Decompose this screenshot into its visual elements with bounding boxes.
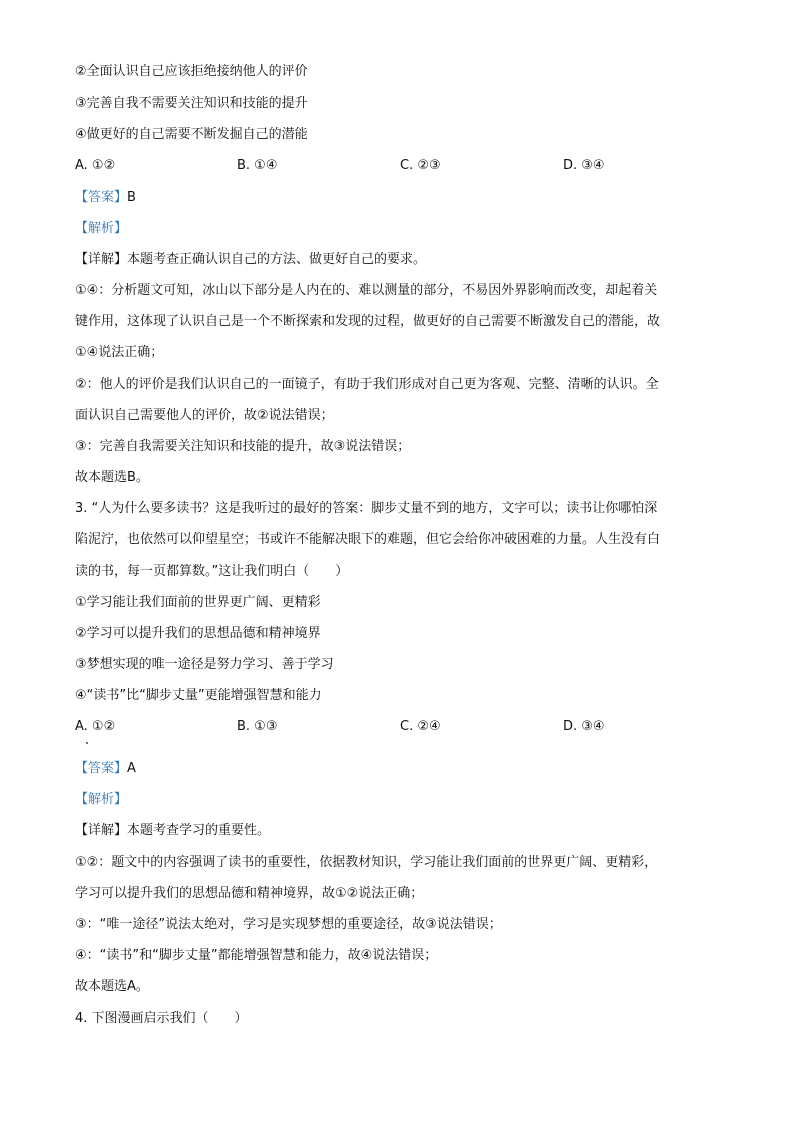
q3-answer-value: A [127,761,136,776]
q2-explanation-line: 键作用，这体现了认识自己是一个不断探索和发现的过程，做更好的自己需要不断激发自己的潜能，故 [75,314,661,329]
q3-stem-line: 陷泥泞，也依然可以仰望星空；书或许不能解决眼下的难题，但它会给你冲破困难的力量。人生没有白 [75,532,661,547]
q2-detail-lead: 【详解】本题考查正确认识自己的方法、做更好自己的要求。 [75,252,427,267]
q3-detail-lead: 【详解】本题考查学习的重要性。 [75,823,271,838]
q2-statement-3: ③完善自我不需要关注知识和技能的提升 [75,96,308,111]
stray-dot [86,742,88,744]
q4-stem: 4. 下图漫画启示我们（ ） [75,1011,248,1026]
q2-option-c: C. ②③ [400,158,441,173]
q3-explanation-line: ④：“读书”和“脚步丈量”都能增强智慧和能力，故④说法错误； [75,948,438,963]
q2-conclusion: 故本题选B。 [75,470,149,485]
q2-statement-4: ④做更好的自己需要不断发掘自己的潜能 [75,127,308,142]
q3-statement-1: ①学习能让我们面前的世界更广阔、更精彩 [75,595,321,610]
q3-option-d: D. ③④ [563,719,605,734]
q2-explanation-line: 面认识自己需要他人的评价，故②说法错误； [75,408,334,423]
q3-statement-4: ④“读书”比“脚步丈量”更能增强智慧和能力 [75,688,322,703]
q2-option-d: D. ③④ [563,158,605,173]
q3-answer [75,760,136,778]
q3-stem-line: 3. “人为什么要多读书？这是我听过的最好的答案：脚步丈量不到的地方，文字可以；读书让你哪怕深 [75,501,658,516]
q2-explanation-line: ②：他人的评价是我们认识自己的一面镜子，有助于我们形成对自己更为客观、完整、清晰的认识。全 [75,377,659,392]
q2-explanation-line: ①④说法正确； [75,345,164,360]
q3-conclusion: 故本题选A。 [75,979,149,994]
q3-option-a: A. ①② [75,719,116,734]
q3-answer-tag: 【答案】 [75,761,128,776]
q3-analysis-tag: 【解析】 [75,792,128,807]
q2-analysis-tag: 【解析】 [75,221,128,236]
q3-explanation-line: ③：“唯一途径”说法太绝对，学习是实现梦想的重要途径，故③说法错误； [75,917,502,932]
q3-stem-line: 读的书，每一页都算数。”这让我们明白（ ） [75,564,349,579]
q2-statement-2: ②全面认识自己应该拒绝接纳他人的评价 [75,64,308,79]
q2-explanation-line: ①④：分析题文可知，冰山以下部分是人内在的、难以测量的部分，不易因外界影响而改变，却起着关 [75,283,658,298]
q3-option-b: B. ①③ [237,719,278,734]
q2-option-a: A. ①② [75,158,116,173]
q2-answer [75,189,136,207]
q3-explanation-line: 学习可以提升我们的思想品德和精神境界，故①②说法正确； [75,886,424,901]
q2-explanation-line: ③：完善自我需要关注知识和技能的提升，故③说法错误； [75,439,411,454]
q2-option-b: B. ①④ [237,158,278,173]
q3-statement-2: ②学习可以提升我们的思想品德和精神境界 [75,626,321,641]
q2-answer-tag: 【答案】 [75,190,128,205]
q3-option-c: C. ②④ [400,719,441,734]
q2-answer-value: B [127,190,136,205]
q3-explanation-line: ①②：题文中的内容强调了读书的重要性，依据教材知识，学习能让我们面前的世界更广阔、更精彩， [75,855,658,870]
q3-statement-3: ③梦想实现的唯一途径是努力学习、善于学习 [75,657,334,672]
